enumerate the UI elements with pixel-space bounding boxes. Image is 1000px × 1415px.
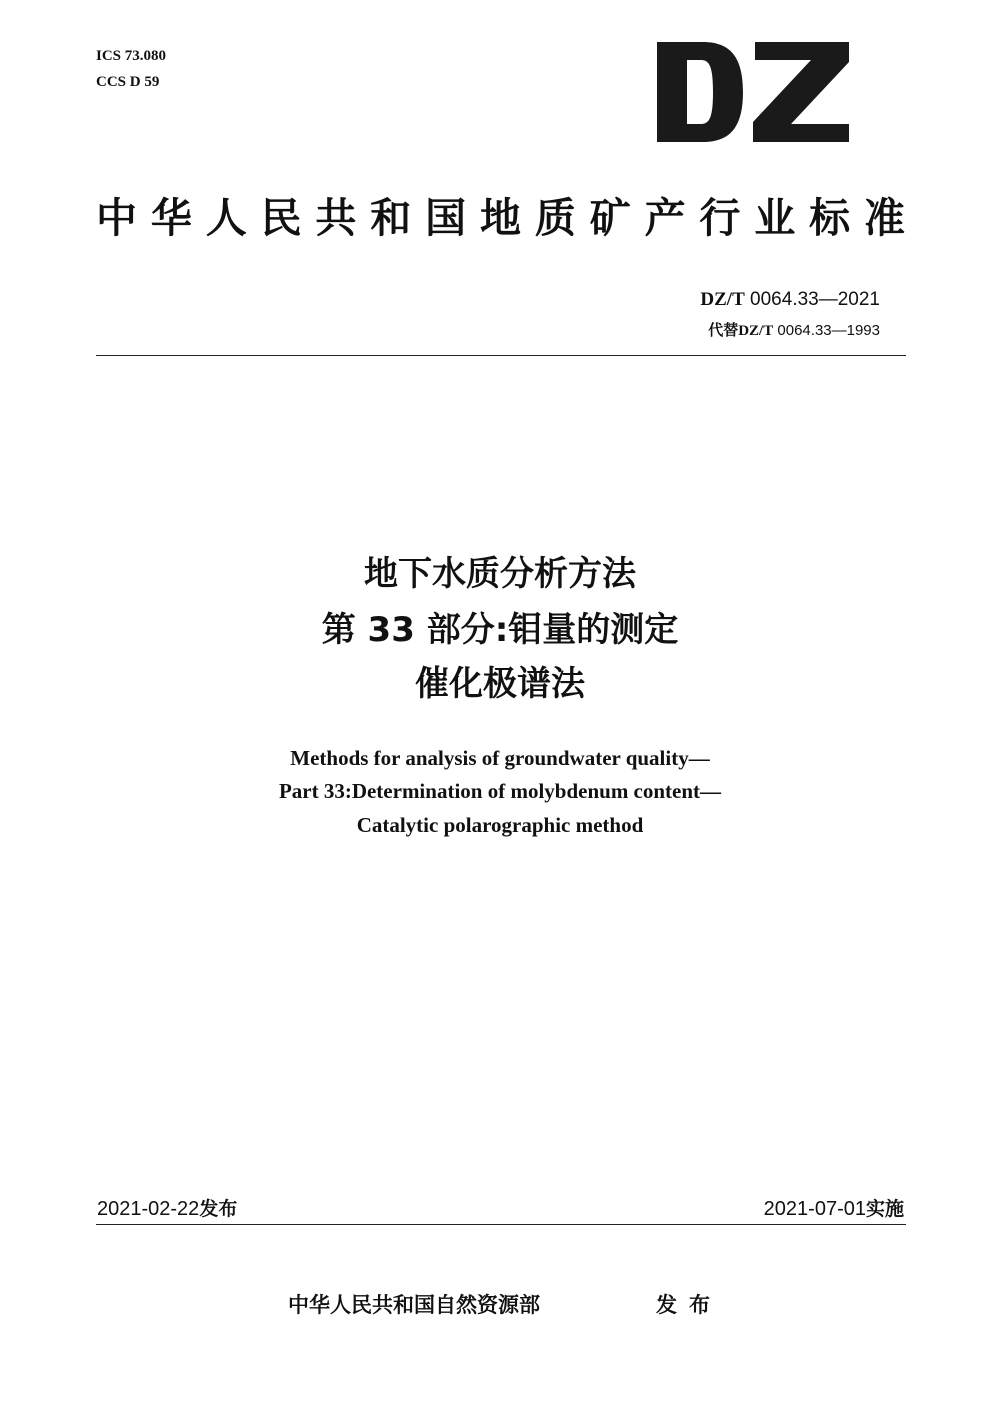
title-en-line-3: Catalytic polarographic method	[356, 813, 644, 837]
dz-logo-letter-d	[657, 42, 743, 142]
standard-category: 中华人民共和国地质矿产行业标准	[96, 194, 906, 242]
standard-number-prefix: DZ/T	[700, 289, 745, 310]
issue-date-label: 发布	[199, 1198, 238, 1220]
issuing-action: 发布	[656, 1293, 722, 1317]
title-cn-line-1: 地下水质分析方法	[364, 554, 636, 594]
ccs-code: CCS D 59	[96, 74, 160, 90]
ics-code: ICS 73.080	[96, 48, 167, 64]
implementation-date-label: 实施	[865, 1198, 904, 1220]
title-en-line-1: Methods for analysis of groundwater quality—	[290, 746, 710, 770]
title-en-line-2: Part 33:Determination of molybdenum content—	[278, 779, 722, 803]
replaces-number: 0064.33—1993	[777, 322, 880, 339]
title-cn-line-2: 第 33 部分:钼量的测定	[321, 610, 679, 650]
implementation-date-value: 2021-07-01	[763, 1198, 866, 1220]
standard-replaces	[708, 321, 880, 341]
replaces-prefix: DZ/T	[738, 323, 774, 339]
footer-divider	[96, 1224, 906, 1225]
dz-logo-letter-z	[753, 42, 849, 142]
header-divider	[96, 355, 906, 356]
dz-logo	[655, 40, 851, 144]
implementation-date	[764, 1196, 904, 1222]
standard-number-value: 0064.33—2021	[750, 289, 880, 310]
issue-date-value: 2021-02-22	[97, 1198, 200, 1220]
issue-date	[97, 1196, 237, 1222]
standard-number	[700, 288, 880, 312]
title-cn-line-3: 催化极谱法	[415, 664, 585, 704]
issuing-authority: 中华人民共和国自然资源部	[288, 1293, 540, 1317]
replaces-label: 代替	[708, 323, 739, 339]
